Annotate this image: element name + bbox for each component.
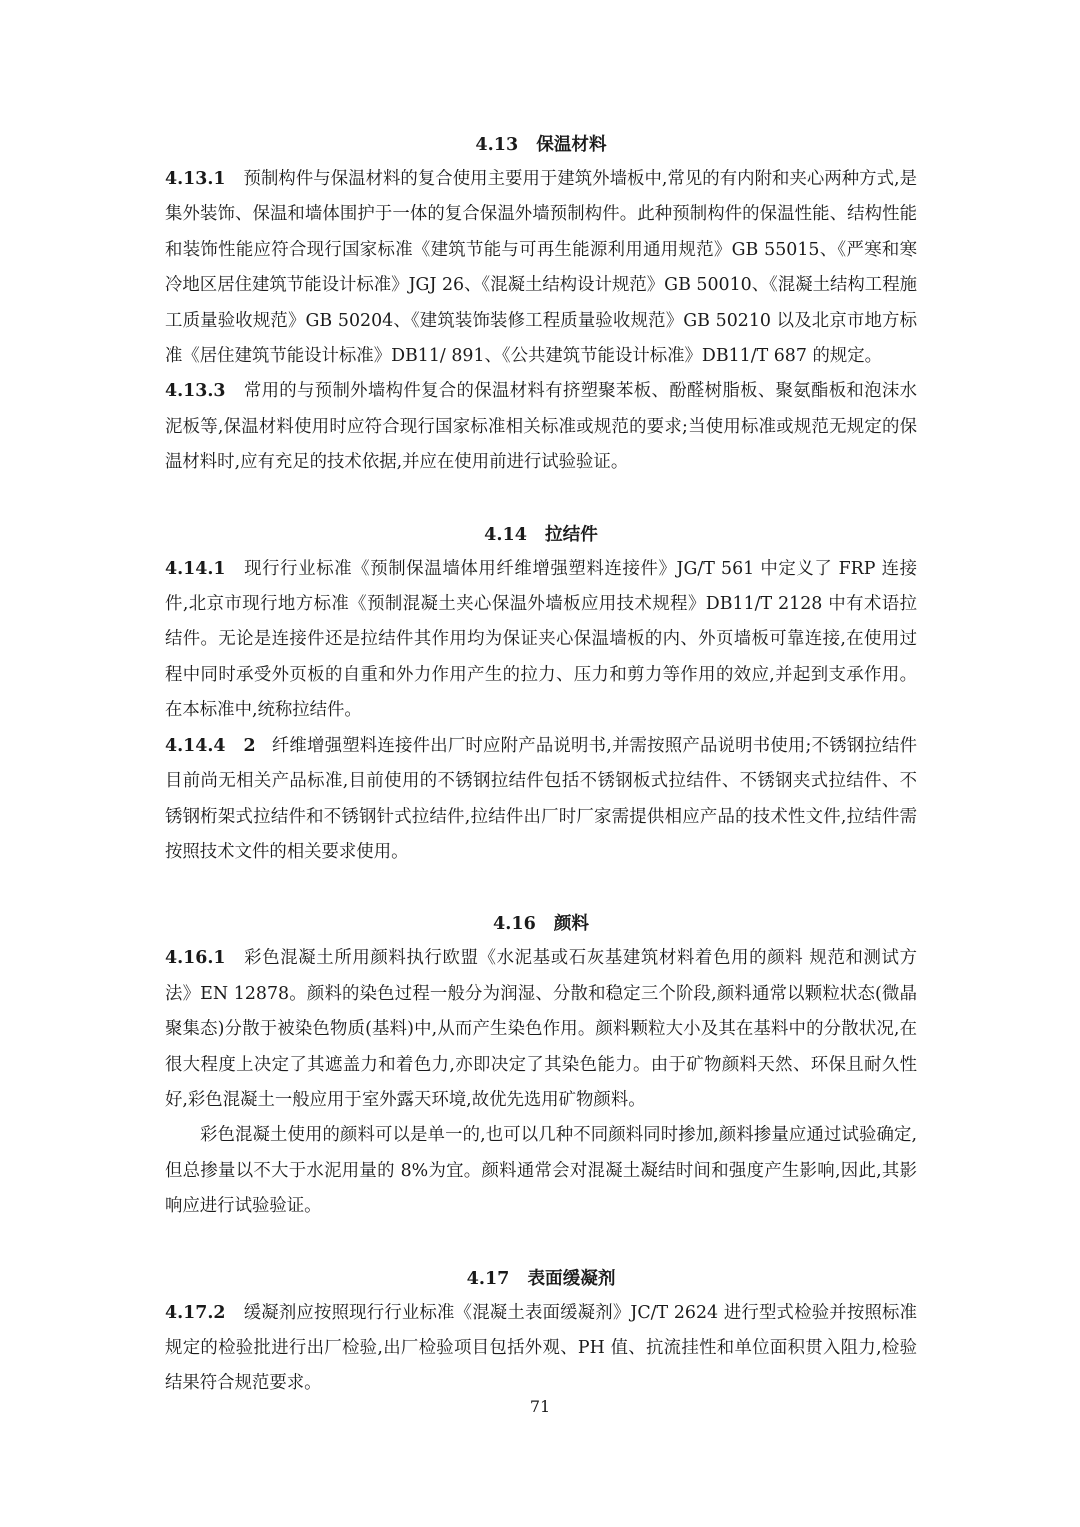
page-number: 71 <box>529 1397 551 1416</box>
section-title-text: 颜料 <box>553 913 590 935</box>
section-title-text: 保温材料 <box>536 134 607 155</box>
section-title-text: 拉结件 <box>545 523 598 545</box>
section-number: 4.13 <box>475 134 519 155</box>
section-title-4-16 <box>165 906 917 941</box>
page-content <box>165 127 917 1402</box>
section-title-4-13 <box>165 127 917 162</box>
item-number: 2 <box>243 735 256 756</box>
section-number: 4.17 <box>466 1267 510 1289</box>
section-title-4-17 <box>165 1261 917 1296</box>
section-spacer <box>165 1225 917 1261</box>
paragraph-4-14-4 <box>165 729 917 871</box>
paragraph-4-16-1 <box>165 941 917 1118</box>
clause-number: 4.14.4 <box>165 735 226 756</box>
clause-text: 彩色混凝土所用颜料执行欧盟《水泥基或石灰基建筑材料着色用的颜料 规范和测试方法》EN 12878。颜料的染色过程一般分为润湿、分散和稳定三个阶段,颜料通常以颗粒状态(微晶聚集态)分散于被染色物质(基料)中,从而产生染色作用。颜料颗粒大小及其在基料中的分散状况,在很大程度上决定了其遮盖力和着色力,亦即决定了其染色能力。由于矿物颜料天然、环保且耐久性好,彩色混凝土一般应用于室外露天环境,故优先选用矿物颜料。 <box>165 948 917 1110</box>
clause-number: 4.17.2 <box>165 1302 226 1323</box>
section-spacer <box>165 481 917 517</box>
clause-number: 4.14.1 <box>165 558 226 579</box>
clause-number: 4.13.3 <box>165 381 226 402</box>
section-title-4-14 <box>165 517 917 552</box>
paragraph-4-13-1 <box>165 162 917 374</box>
section-number: 4.14 <box>484 523 528 545</box>
section-spacer <box>165 870 917 906</box>
clause-text: 缓凝剂应按照现行行业标准《混凝土表面缓凝剂》JC/T 2624 进行型式检验并按照标准规定的检验批进行出厂检验,出厂检验项目包括外观、PH 值、抗流挂性和单位面积贯入阻力,检验结果符合规范要求。 <box>165 1302 917 1394</box>
clause-text: 彩色混凝土使用的颜料可以是单一的,也可以几种不同颜料同时掺加,颜料掺量应通过试验确定,但总掺量以不大于水泥用量的 8%为宜。颜料通常会对混凝土凝结时间和强度产生影响,因此,其影响应进行试验验证。 <box>165 1125 917 1217</box>
section-title-text: 表面缓凝剂 <box>527 1267 616 1289</box>
paragraph-4-13-3 <box>165 374 917 480</box>
clause-number: 4.13.1 <box>165 169 226 189</box>
clause-text: 预制构件与保温材料的复合使用主要用于建筑外墙板中,常见的有内附和夹心两种方式,是集外装饰、保温和墙体围护于一体的复合保温外墙预制构件。此种预制构件的保温性能、结构性能和装饰性能应符合现行国家标准《建筑节能与可再生能源利用通用规范》GB 55015、《严寒和寒冷地区居住建筑节能设计标准》JGJ 26、《混凝土结构设计规范》GB 50010、《混凝土结构工程施工质量验收规范》GB 50204、《建筑装饰装修工程质量验收规范》GB 50210 以及北京市地方标准《居住建筑节能设计标准》DB11/ 891、《公共建筑节能设计标准》DB11/T 687 的规定。 <box>165 169 917 367</box>
paragraph-4-14-1 <box>165 552 917 729</box>
clause-text: 纤维增强塑料连接件出厂时应附产品说明书,并需按照产品说明书使用;不锈钢拉结件目前尚无相关产品标准,目前使用的不锈钢拉结件包括不锈钢板式拉结件、不锈钢夹式拉结件、不锈钢桁架式拉结件和不锈钢针式拉结件,拉结件出厂时厂家需提供相应产品的技术性文件,拉结件需按照技术文件的相关要求使用。 <box>165 735 917 862</box>
paragraph-4-17-2 <box>165 1296 917 1402</box>
clause-number: 4.16.1 <box>165 948 226 969</box>
section-number: 4.16 <box>492 913 536 935</box>
clause-text: 现行行业标准《预制保温墙体用纤维增强塑料连接件》JG/T 561 中定义了 FRP 连接件,北京市现行地方标准《预制混凝土夹心保温外墙板应用技术规程》DB11/T 2128 中有术语拉结件。无论是连接件还是拉结件其作用均为保证夹心保温墙板的内、外页墙板可靠连接,在使用过程中同时承受外页板的自重和外力作用产生的拉力、压力和剪力等作用的效应,并起到支承作用。在本标准中,统称拉结件。 <box>165 558 917 721</box>
paragraph-4-16-1-continued <box>165 1118 917 1224</box>
clause-text: 常用的与预制外墙构件复合的保温材料有挤塑聚苯板、酚醛树脂板、聚氨酯板和泡沫水泥板等,保温材料使用时应符合现行国家标准相关标准或规范的要求;当使用标准或规范无规定的保温材料时,应有充足的技术依据,并应在使用前进行试验验证。 <box>165 381 917 473</box>
